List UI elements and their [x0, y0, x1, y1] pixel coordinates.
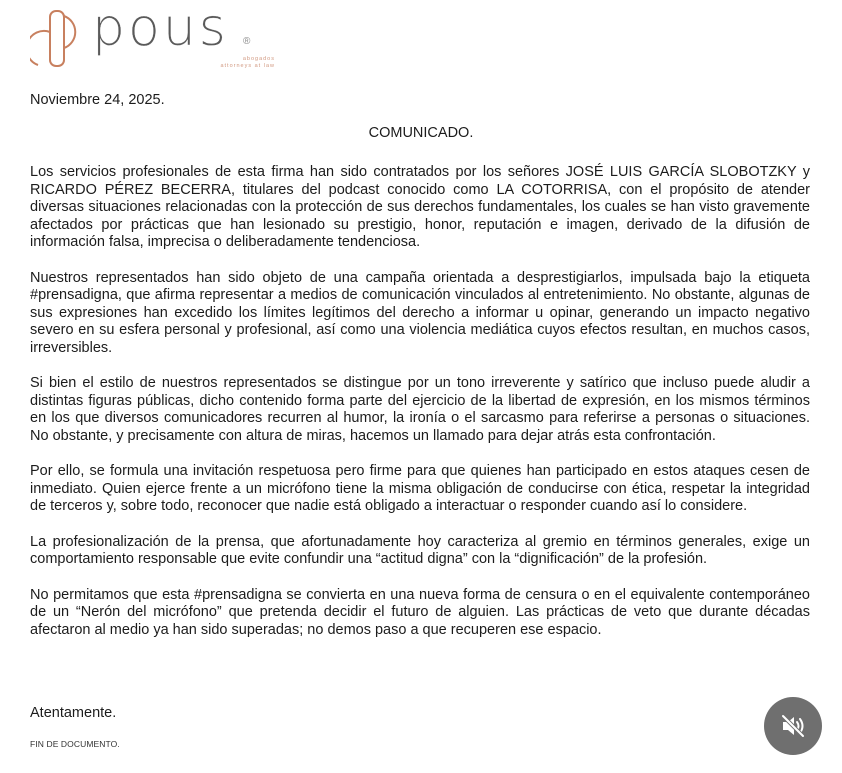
pous-logo-mark-icon — [30, 8, 90, 70]
speaker-muted-icon — [779, 712, 807, 740]
registered-mark: ® — [243, 36, 251, 47]
document-title: COMUNICADO. — [368, 125, 474, 141]
logo-wordmark: pous — [92, 0, 229, 58]
paragraph-5: La profesionalización de la prensa, que afortunadamente hoy caracteriza al gremio en términos generales, exige un comportamiento responsable que evite confundir una “actitud digna” con la “dignificación” de la profesión. — [30, 533, 810, 567]
mute-toggle-button[interactable] — [764, 697, 822, 755]
document-body — [30, 164, 810, 657]
paragraph-1: Los servicios profesionales de esta firma han sido contratados por los señores JOSÉ LUIS GARCÍA SLOBOTZKY y RICARDO PÉREZ BECERRA, titulares del podcast conocido como LA COTORRISA, con el propósito de atender diversas situaciones relacionadas con la protección de sus derechos fundamentales, los cuales se han visto gravemente afectados por prácticas que han lesionado su prestigio, honor, reputación e imagen, derivado de la difusión de información falsa, imprecisa o deliberadamente tendenciosa. — [30, 164, 810, 250]
logo-tagline-line1: abogados — [242, 56, 275, 62]
paragraph-3: Si bien el estilo de nuestros representados se distingue por un tono irreverente y satírico que incluso puede aludir a distintas figuras públicas, dicho contenido forma parte del ejercicio de la libertad de expresión, en los mismos términos en los que diversos comunicadores recurren al humor, la ironía o el sarcasmo para referirse a personas o situaciones. No obstante, y precisamente con altura de miras, hacemos un llamado para dejar atrás esta confrontación. — [30, 375, 810, 444]
document-date: Noviembre 24, 2025. — [30, 92, 165, 108]
logo-tagline — [195, 56, 275, 69]
end-of-document-note: FIN DE DOCUMENTO. — [30, 739, 120, 749]
logo-tagline-line2: attorneys at law — [220, 62, 275, 69]
paragraph-4: Por ello, se formula una invitación respetuosa pero firme para que quienes han participado en estos ataques cesen de inmediato. Quien ejerce frente a un micrófono tiene la misma obligación de conducirse con ética, respetar la integridad de terceros y, sobre todo, reconocer que nadie está obligado a interactuar o responder cuando así lo considere. — [30, 463, 810, 514]
paragraph-2: Nuestros representados han sido objeto de una campaña orientada a desprestigiarlos, impulsada bajo la etiqueta #prensadigna, que afirma representar a medios de comunicación vinculados al entretenimiento. No obstante, algunas de sus expresiones han excedido los límites legítimos del derecho a informar u opinar, generando un impacto negativo severo en su esfera personal y profesional, así como una violencia mediática cuyos efectos resultan, en muchos casos, irreversibles. — [30, 269, 810, 356]
firm-logo — [30, 0, 275, 70]
paragraph-6: No permitamos que esta #prensadigna se convierta en una nueva forma de censura o en el equivalente contemporáneo de un “Nerón del micrófono” que pretenda decidir el futuro de alguien. Las prácticas de veto que durante décadas afectaron al medio ya han sido superadas; no demos paso a que recuperen ese espacio. — [30, 586, 810, 638]
closing-salutation: Atentamente. — [30, 705, 117, 721]
